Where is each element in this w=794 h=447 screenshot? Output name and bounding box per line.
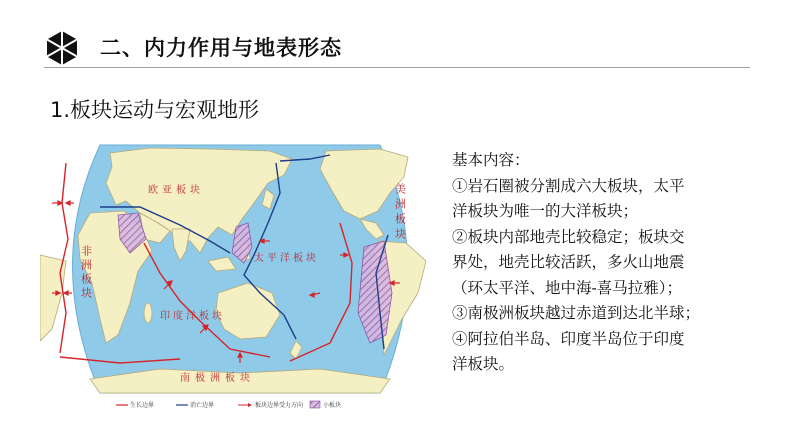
title-divider <box>44 67 750 68</box>
content-line: 洋板块为唯一的大洋板块； <box>452 202 639 220</box>
legend-growth: 生长边界 <box>130 402 155 409</box>
label-indian-plate: 印度洋板块 <box>160 311 225 322</box>
legend-subduction: 消亡边界 <box>190 402 215 409</box>
growth-boundary-atlantic <box>60 163 68 353</box>
legend-force: 板块边界受力方向 <box>255 402 304 409</box>
content-line: 洋板块。 <box>452 355 515 373</box>
legend-small-plate: 小板块 <box>323 402 342 409</box>
content-line: ③南极洲板块越过赤道到达北半球； <box>452 304 701 322</box>
sub-title: 1.板块运动与宏观地形 <box>50 98 260 122</box>
plate-tectonics-map <box>40 143 440 433</box>
content-text-block <box>452 148 782 378</box>
hexagon-icon <box>44 30 80 66</box>
label-american-plate: 美洲板块 <box>393 183 407 243</box>
content-line: ①岩石圈被分割成六大板块，太平 <box>452 176 685 195</box>
content-heading: 基本内容： <box>452 151 530 169</box>
section-title: 二、内力作用与地表形态 <box>100 36 342 60</box>
content-line: 界处，地壳比较活跃，多火山地震 <box>452 253 685 271</box>
map-legend <box>116 401 341 409</box>
south-america-left-landmass <box>40 255 66 341</box>
label-african-plate: 非洲板块 <box>79 245 93 301</box>
content-line: （环太平洋、地中海-喜马拉雅）； <box>452 278 682 297</box>
world-map-svg <box>40 143 440 433</box>
content-line: ②板块内部地壳比较稳定；板块交 <box>452 227 685 246</box>
label-eurasian-plate: 欧亚板块 <box>148 185 204 196</box>
label-antarctic-plate: 南极洲板块 <box>180 373 255 384</box>
label-pacific-plate: 太平洋板块 <box>254 253 319 264</box>
content-line: ④阿拉伯半岛、印度半岛位于印度 <box>452 329 685 348</box>
